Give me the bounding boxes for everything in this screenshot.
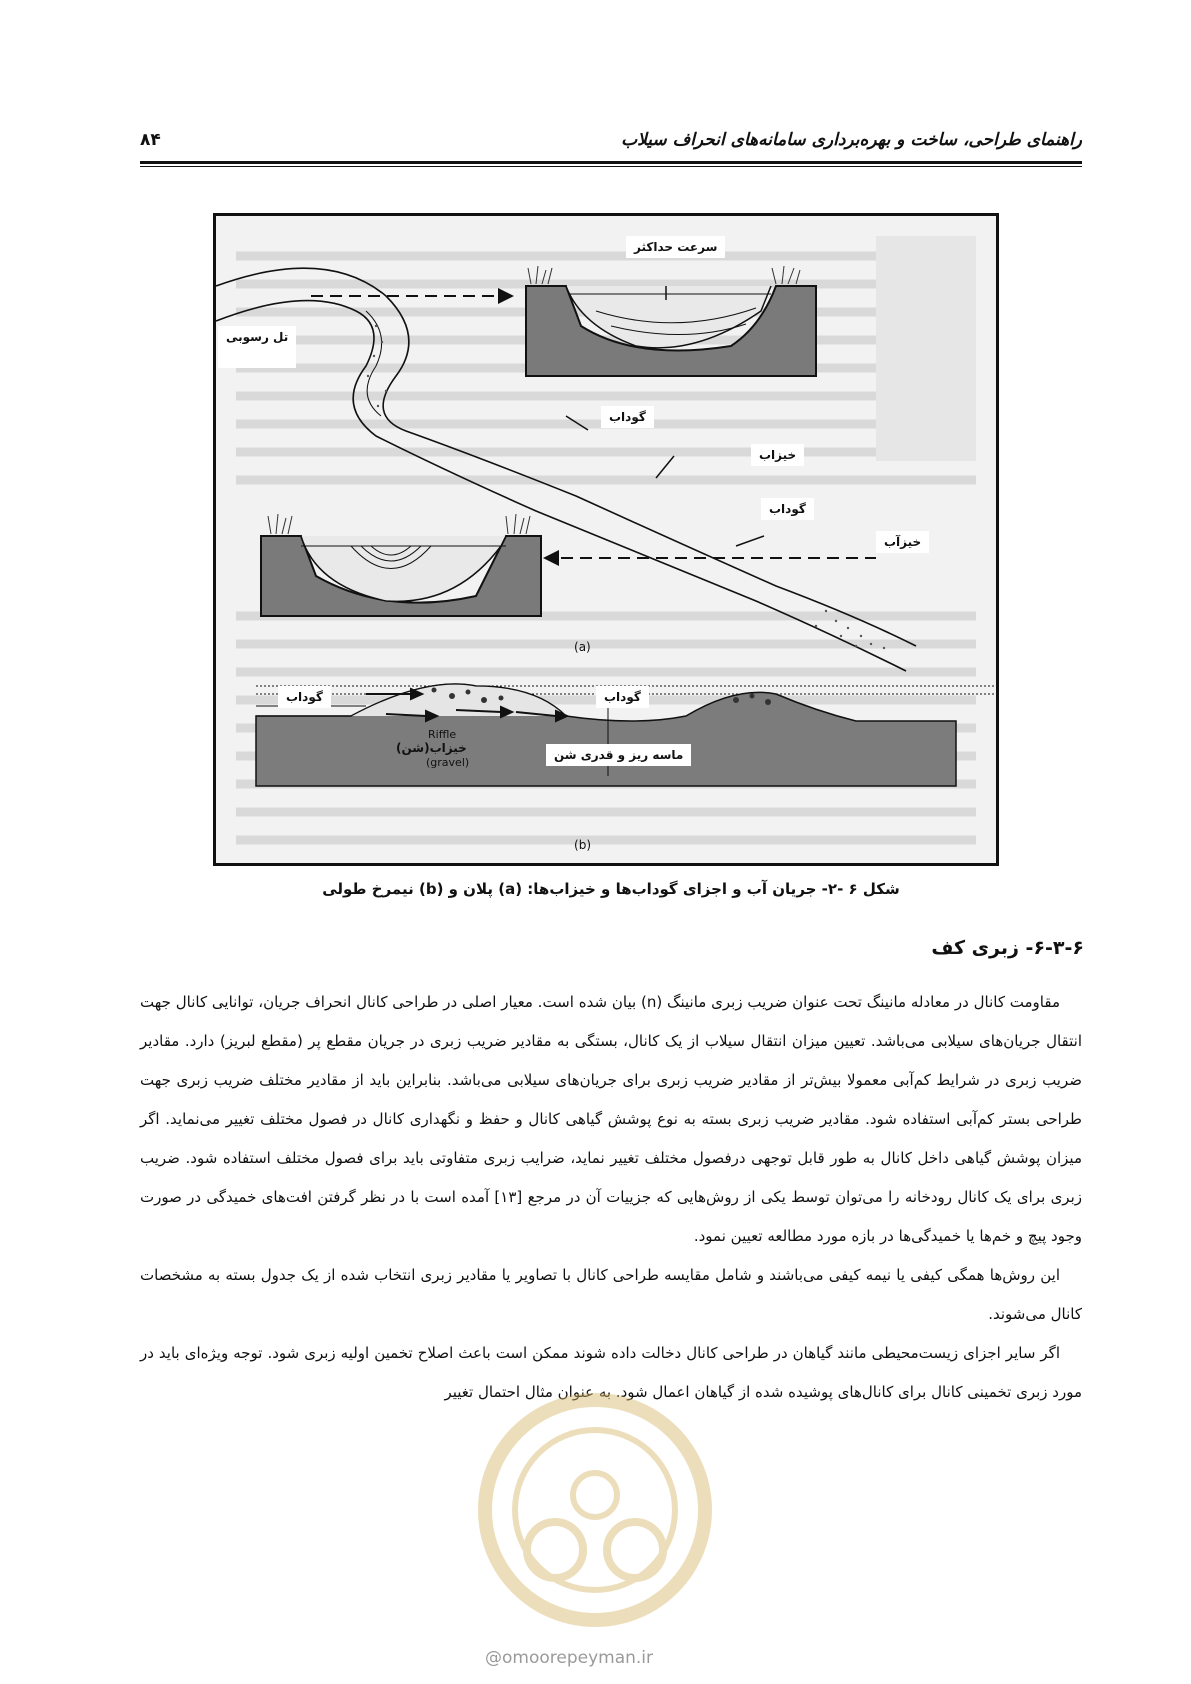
label-part-b: (b) xyxy=(574,838,591,852)
paragraph: این روش‌ها همگی کیفی یا نیمه کیفی می‌باشند و شامل مقایسه طراحی کانال با تصاویر یا مقادیر زبری انتخاب شده از یک جدول بسته به مشخصات کانال می‌شوند. xyxy=(140,1266,1082,1323)
section-heading: ۶-۳-۶- زبری کف xyxy=(931,937,1084,959)
body-text xyxy=(140,983,1082,1412)
label-riffle-en: Riffle xyxy=(428,728,457,741)
watermark-url: @omoorepeyman.ir xyxy=(485,1648,654,1668)
label-profile-pool-right: گوداب xyxy=(596,686,649,708)
running-title: راهنمای طراحی، ساخت و بهره‌برداری سامانه‌های انحراف سیلاب xyxy=(621,130,1082,150)
label-riffle-2: خیزآب xyxy=(876,531,929,553)
label-part-a: (a) xyxy=(574,640,591,654)
page-header xyxy=(140,128,1082,158)
header-rule xyxy=(140,161,1082,164)
label-pool-1: گوداب xyxy=(601,406,654,428)
label-sand-gravel: ماسه ریز و قدری شن xyxy=(546,744,691,766)
page-number: ۸۴ xyxy=(140,130,161,150)
watermark-seal-icon xyxy=(470,1385,720,1635)
label-max-velocity: سرعت حداکثر xyxy=(626,236,725,258)
label-riffle-gravel: خیزاب(شن) xyxy=(396,741,467,755)
header-rule-thin xyxy=(140,166,1082,167)
label-gravel-en: (gravel) xyxy=(426,756,470,769)
figure-flow-pools-riffles xyxy=(213,213,999,866)
figure-caption: شکل ۶ -۲- جریان آب و اجزای گوداب‌ها و خیزاب‌ها: (a) پلان و (b) نیمرخ طولی xyxy=(322,880,900,898)
paragraph: مقاومت کانال در معادله مانینگ تحت عنوان ضریب زبری مانینگ (n) بیان شده است. معیار اصلی در طراحی کانال انحراف جریان، توانایی کانال جهت انتقال جریان‌های سیلابی می‌باشد. تعیین میزان انتقال سیلاب از یک کانال، بستگی به مقادیر ضریب زبری در جریان مقطع پر (مقطع لبریز) دارد. مقادیر ضریب زبری در شرایط کم‌آبی معمولا بیش‌تر از مقادیر ضریب زبری برای جریان‌های سیلابی می‌باشد. بنابراین باید از مقادیر مختلف ضریب زبری جهت طراحی بستر کم‌آبی استفاده شود. مقادیر ضریب زبری بسته به نوع پوشش گیاهی کانال و حفظ و نگهداری کانال در فصول مختلف تغییر می‌نماید. اگر میزان پوشش گیاهی داخل کانال به طور قابل توجهی درفصول مختلف تغییر نماید، ضرایب زبری متفاوتی باید برای فصول مختلف استفاده شود. ضریب زبری برای یک کانال رودخانه را می‌توان توسط یکی از روش‌هایی که جزییات آن در مرجع [۱۳] آمده است با در نظر گرفتن افت‌های خمیدگی در صورت وجود پیچ و خم‌ها یا خمیدگی‌ها در بازه مورد مطالعه تعیین نمود. xyxy=(140,993,1082,1245)
label-riffle-1: خیزاب xyxy=(751,444,804,466)
label-profile-pool-left: گوداب xyxy=(278,686,331,708)
label-pool-2: گوداب xyxy=(761,498,814,520)
paragraph: اگر سایر اجزای زیست‌محیطی مانند گیاهان در طراحی کانال دخالت داده شوند ممکن است باعث اصلاح تخمین اولیه زبری شود. توجه ویژه‌ای باید در مورد زبری تخمینی کانال برای کانال‌های پوشیده شده از گیاهان اعمال شود. به عنوان مثال احتمال تغییر xyxy=(140,1344,1082,1401)
label-sediment-bar: تل رسوبی xyxy=(218,326,296,368)
